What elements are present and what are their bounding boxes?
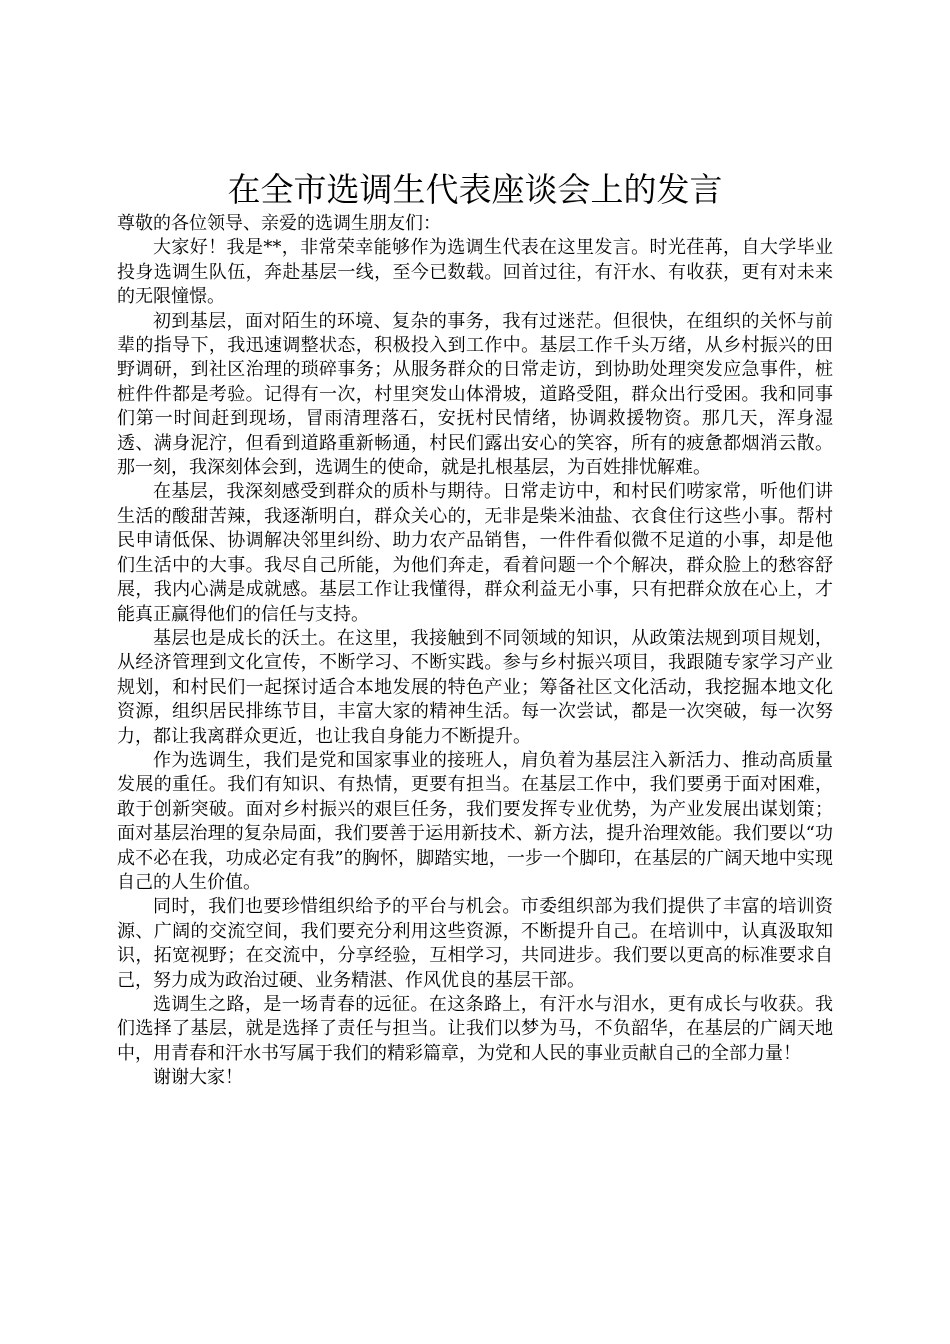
document-title: 在全市选调生代表座谈会上的发言 bbox=[227, 170, 723, 209]
paragraph-conclusion: 选调生之路，是一场青春的远征。在这条路上，有汗水与泪水，更有成长与收获。我们选择了基层，就是选择了责任与担当。让我们以梦为马，不负韶华，在基层的广阔天地中，用青春和汗水书写属于我们的精彩篇章，为党和人民的事业贡献自己的全部力量！ bbox=[117, 994, 833, 1064]
paragraph-responsibility: 作为选调生，我们是党和国家事业的接班人，肩负着为基层注入新活力、推动高质量发展的重任。我们有知识、有热情，更要有担当。在基层工作中，我们要勇于面对困难，敢于创新突破。面对乡村振兴的艰巨任务，我们要发挥专业优势，为产业发展出谋划策；面对基层治理的复杂局面，我们要善于运用新技术、新方法，提升治理效能。我们要以“功成不必在我，功成必定有我”的胸怀，脚踏实地，一步一个脚印，在基层的广阔天地中实现自己的人生价值。 bbox=[117, 749, 833, 893]
paragraph-opportunity: 同时，我们也要珍惜组织给予的平台与机会。市委组织部为我们提供了丰富的培训资源、广阔的交流空间，我们要充分利用这些资源，不断提升自己。在培训中，认真汲取知识，拓宽视野；在交流中，分享经验，互相学习，共同进步。我们要以更高的标准要求自己，努力成为政治过硬、业务精湛、作风优良的基层干部。 bbox=[117, 896, 833, 991]
paragraph-growth: 基层也是成长的沃土。在这里，我接触到不同领域的知识，从政策法规到项目规划，从经济管理到文化宣传，不断学习、不断实践。参与乡村振兴项目，我跟随专家学习产业规划，和村民们一起探讨适合本地发展的特色产业；筹备社区文化活动，我挖掘本地文化资源，组织居民排练节目，丰富大家的精神生活。每一次尝试，都是一次突破，每一次努力，都让我离群众更近，也让我自身能力不断提升。 bbox=[117, 627, 833, 747]
paragraph-greeting: 大家好！我是**，非常荣幸能够作为选调生代表在这里发言。时光荏苒，自大学毕业投身选调生队伍，奔赴基层一线，至今已数载。回首过往，有汗水、有收获，更有对未来的无限憧憬。 bbox=[117, 237, 833, 308]
salutation: 尊敬的各位领导、亲爱的选调生朋友们： bbox=[117, 213, 441, 234]
paragraph-grassroots-masses: 在基层，我深刻感受到群众的质朴与期待。日常走访中，和村民们唠家常，听他们讲生活的酸甜苦辣，我逐渐明白，群众关心的，无非是柴米油盐、衣食住行这些小事。帮村民申请低保、协调解决邻里纠纷、助力农产品销售，一件件看似微不足道的小事，却是他们生活中的大事。我尽自己所能，为他们奔走，看着问题一个个解决，群众脸上的愁容舒展，我内心满是成就感。基层工作让我懂得，群众利益无小事，只有把群众放在心上，才能真正赢得他们的信任与支持。 bbox=[117, 481, 833, 625]
document-page bbox=[117, 168, 833, 1091]
paragraph-arrival: 初到基层，面对陌生的环境、复杂的事务，我有过迷茫。但很快，在组织的关怀与前辈的指导下，我迅速调整状态，积极投入到工作中。基层工作千头万绪，从乡村振兴的田野调研，到社区治理的琐碎事务；从服务群众的日常走访，到协助处理突发应急事件，桩桩件件都是考验。记得有一次，村里突发山体滑坡，道路受阻，群众出行受困。我和同事们第一时间赶到现场，冒雨清理落石，安抚村民情绪，协调救援物资。那几天，浑身湿透、满身泥泞，但看到道路重新畅通，村民们露出安心的笑容，所有的疲惫都烟消云散。那一刻，我深刻体会到，选调生的使命，就是扎根基层，为百姓排忧解难。 bbox=[117, 310, 833, 479]
paragraph-thanks: 谢谢大家！ bbox=[153, 1067, 243, 1089]
